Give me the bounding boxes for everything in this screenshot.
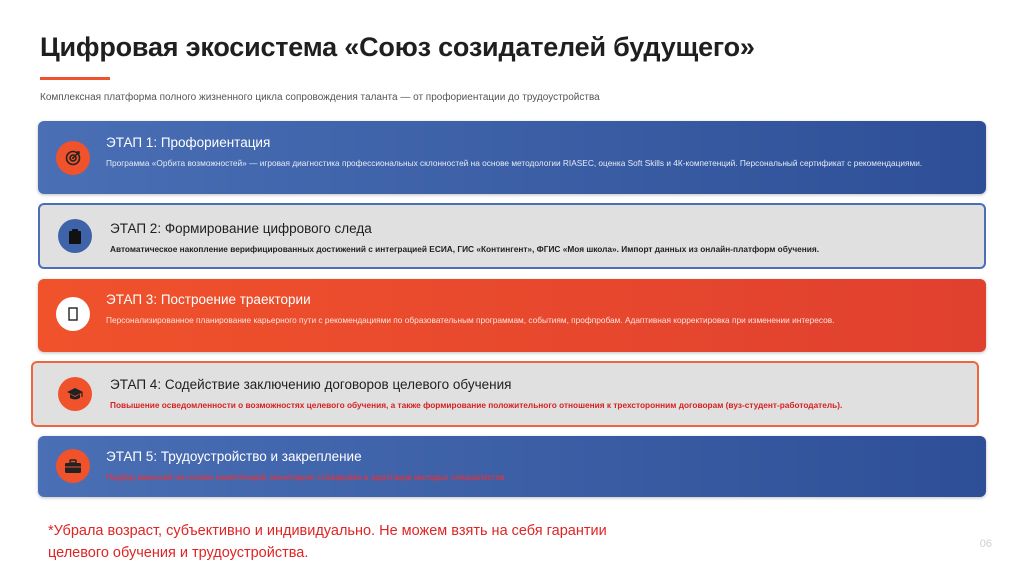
stage-4-description: Повышение осведомленности о возможностях целевого обучения, а также формирование положительного отношения к трехсторонним договорам (вуз-студент-работодатель). — [110, 400, 843, 410]
missing-glyph-icon — [56, 297, 90, 331]
stage-5-title: ЭТАП 5: Трудоустройство и закрепление — [106, 449, 362, 464]
stage-2-card[interactable] — [38, 203, 986, 269]
slide-subtitle: Комплексная платформа полного жизненного цикла сопровождения таланта — от профориентации до трудоустройства — [40, 92, 600, 103]
stage-2-description: Автоматическое накопление верифицированных достижений с интеграцией ЕСИА, ГИС «Контингент», ФГИС «Моя школа». Импорт данных из онлайн-платформ обучения. — [110, 244, 820, 254]
stage-3-card[interactable] — [38, 279, 986, 352]
footnote — [48, 520, 607, 564]
target-icon — [56, 141, 90, 175]
stage-3-description: Персонализированное планирование карьерного пути с рекомендациями по образовательным программам, событиям, профпробам. Адаптивная корректировка при изменении интересов. — [106, 315, 835, 325]
stage-5-card[interactable] — [38, 436, 986, 497]
stage-3-title: ЭТАП 3: Построение траектории — [106, 292, 311, 307]
briefcase-icon — [56, 449, 90, 483]
clipboard-icon — [58, 219, 92, 253]
stage-4-title: ЭТАП 4: Содействие заключению договоров целевого обучения — [110, 377, 512, 392]
title-accent-line — [40, 77, 110, 80]
stage-5-description: Подбор вакансий на основе компетенций, мониторинг стажировок и адаптации молодых специалистов — [106, 472, 505, 482]
graduation-cap-icon — [58, 377, 92, 411]
stage-4-card[interactable] — [31, 361, 979, 427]
footnote-line-1: *Убрала возраст, субъективно и индивидуально. Не можем взять на себя гарантии — [48, 523, 607, 539]
slide-title: Цифровая экосистема «Союз созидателей будущего» — [40, 32, 755, 62]
footnote-line-2: целевого обучения и трудоустройства. — [48, 545, 309, 561]
stage-2-title: ЭТАП 2: Формирование цифрового следа — [110, 221, 372, 236]
stage-1-card[interactable] — [38, 121, 986, 194]
stage-1-description: Программа «Орбита возможностей» — игровая диагностика профессиональных склонностей на основе методологии RIASEC, оценка Soft Skills и 4К-компетенций. Персональный сертификат с рекомендациями. — [106, 158, 923, 168]
stage-1-title: ЭТАП 1: Профориентация — [106, 135, 271, 150]
page-number: 06 — [979, 538, 992, 550]
